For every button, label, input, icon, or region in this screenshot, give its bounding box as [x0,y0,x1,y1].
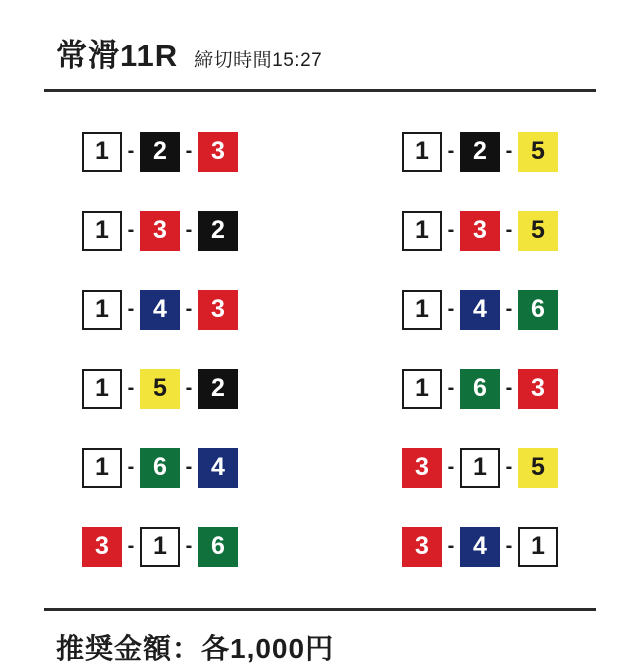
bet-combination [402,527,558,567]
boat-number-blue: 4 [140,290,180,330]
bet-combination [402,290,558,330]
bet-combination [402,132,558,172]
boat-number-yellow: 5 [518,448,558,488]
combination-separator: - [505,298,513,320]
boat-number-white: 1 [82,290,122,330]
combination-separator: - [447,219,455,241]
boat-number-red: 3 [460,211,500,251]
boat-number-white: 1 [82,132,122,172]
combination-separator: - [447,140,455,162]
boat-number-black: 2 [198,369,238,409]
combination-separator: - [127,535,135,557]
boat-number-green: 6 [460,369,500,409]
boat-number-yellow: 5 [140,369,180,409]
combination-separator: - [127,140,135,162]
boat-number-white: 1 [82,448,122,488]
boat-number-black: 2 [460,132,500,172]
bet-combination [402,369,558,409]
combination-separator: - [185,219,193,241]
boat-number-red: 3 [82,527,122,567]
boat-number-white: 1 [402,290,442,330]
prediction-cell [320,428,640,507]
prediction-cell [320,191,640,270]
bet-combination [402,448,558,488]
boat-number-white: 1 [460,448,500,488]
combination-separator: - [185,298,193,320]
bet-combination [402,211,558,251]
prediction-cell [0,270,320,349]
recommended-amount: 推奨金額：各1,000円 [56,633,335,664]
bet-combination [82,211,238,251]
bet-combination [82,132,238,172]
boat-number-red: 3 [198,132,238,172]
combination-separator: - [185,456,193,478]
boat-number-yellow: 5 [518,132,558,172]
combination-separator: - [505,535,513,557]
boat-number-red: 3 [198,290,238,330]
boat-number-blue: 4 [460,527,500,567]
deadline-time: 締切時間15:27 [194,50,323,71]
combination-separator: - [127,298,135,320]
combination-separator: - [505,140,513,162]
prediction-grid [0,92,640,586]
combination-separator: - [505,219,513,241]
combination-separator: - [447,377,455,399]
combination-separator: - [185,377,193,399]
combination-separator: - [447,535,455,557]
boat-number-red: 3 [140,211,180,251]
boat-number-black: 2 [198,211,238,251]
boat-number-white: 1 [140,527,180,567]
bet-combination [82,448,238,488]
prediction-cell [0,349,320,428]
boat-number-yellow: 5 [518,211,558,251]
prediction-cell [0,507,320,586]
combination-separator: - [127,377,135,399]
boat-number-white: 1 [402,369,442,409]
bet-combination [82,290,238,330]
combination-separator: - [447,298,455,320]
combination-separator: - [185,140,193,162]
combination-separator: - [505,377,513,399]
boat-number-white: 1 [518,527,558,567]
boat-number-black: 2 [140,132,180,172]
boat-number-white: 1 [402,132,442,172]
prediction-cell [320,270,640,349]
prediction-cell [320,349,640,428]
combination-separator: - [127,219,135,241]
combination-separator: - [447,456,455,478]
prediction-cell [320,507,640,586]
prediction-cell [0,428,320,507]
boat-number-red: 3 [402,527,442,567]
boat-number-white: 1 [82,369,122,409]
boat-number-red: 3 [518,369,558,409]
bet-combination [82,369,238,409]
boat-number-blue: 4 [198,448,238,488]
race-title: 常滑11R [56,38,179,73]
boat-number-white: 1 [82,211,122,251]
combination-separator: - [127,456,135,478]
combination-separator: - [505,456,513,478]
boat-number-green: 6 [140,448,180,488]
boat-number-white: 1 [402,211,442,251]
prediction-cell [0,191,320,270]
card-header [0,0,640,75]
boat-number-green: 6 [518,290,558,330]
prediction-cell [320,112,640,191]
boat-number-red: 3 [402,448,442,488]
boat-number-blue: 4 [460,290,500,330]
prediction-cell [0,112,320,191]
combination-separator: - [185,535,193,557]
bet-combination [82,527,238,567]
boat-number-green: 6 [198,527,238,567]
